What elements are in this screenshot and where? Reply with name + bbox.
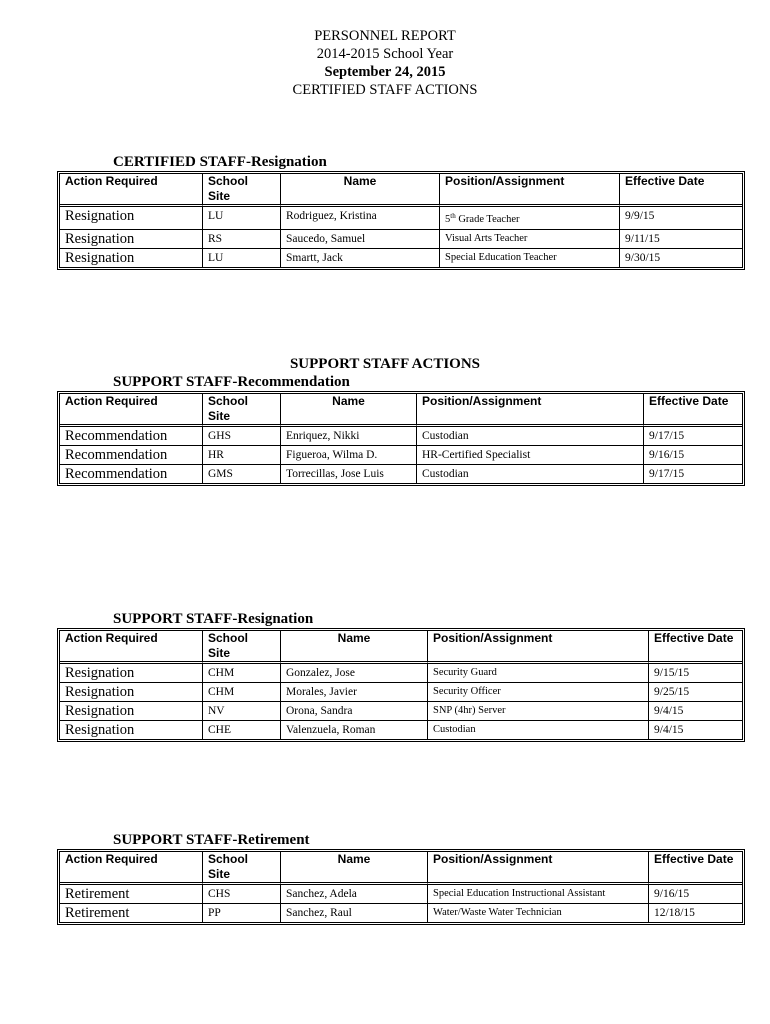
cell-name: Figueroa, Wilma D. [281, 446, 417, 465]
header-action: Action Required [60, 394, 203, 427]
header-site: School Site [203, 394, 281, 427]
cell-date: 9/16/15 [644, 446, 742, 465]
cell-site: HR [203, 446, 281, 465]
table-row [60, 207, 742, 230]
cell-name: Saucedo, Samuel [281, 230, 440, 249]
cell-action: Resignation [60, 230, 203, 249]
cell-date: 9/4/15 [654, 724, 684, 736]
table-row [60, 683, 742, 702]
header-action: Action Required [60, 631, 203, 664]
cell-name: Sanchez, Raul [281, 904, 428, 922]
header-action: Action Required [60, 174, 203, 207]
support-retirement-table [57, 849, 745, 925]
table-row [60, 230, 742, 249]
support-actions-heading: SUPPORT STAFF ACTIONS [289, 356, 481, 372]
table-row [60, 885, 742, 904]
header-name: Name [281, 631, 428, 664]
certified-resignation-table [57, 171, 745, 270]
cell-site: LU [203, 249, 281, 267]
header-effective: Effective Date [644, 394, 742, 427]
cell-name: Enriquez, Nikki [281, 427, 417, 446]
cell-position: Custodian [417, 465, 644, 483]
support-resignation-title: SUPPORT STAFF-Resignation [113, 611, 314, 627]
cell-date: 9/17/15 [649, 468, 685, 480]
cell-date: 9/9/15 [620, 207, 742, 230]
cell-site: NV [203, 702, 281, 721]
cell-position: Security Officer [428, 683, 649, 702]
table-header-row [60, 852, 742, 885]
cell-site: LU [203, 207, 281, 230]
cell-date: 9/16/15 [649, 885, 742, 904]
cell-site: CHS [203, 885, 281, 904]
header-position: Position/Assignment [428, 631, 649, 664]
table-row [60, 702, 742, 721]
cell-name: Gonzalez, Jose [281, 664, 428, 683]
cell-name: Morales, Javier [281, 683, 428, 702]
cell-position: Custodian [417, 427, 644, 446]
cell-position: 5th Grade Teacher [440, 207, 620, 230]
header-site: School Site [203, 852, 281, 885]
header-effective: Effective Date [649, 631, 742, 664]
header-effective: Effective Date [649, 852, 742, 885]
cell-date: 9/15/15 [649, 664, 742, 683]
cell-site: CHM [203, 683, 281, 702]
cell-action: Recommendation [60, 427, 203, 446]
cell-site: GMS [203, 465, 281, 483]
cell-position: Visual Arts Teacher [440, 230, 620, 249]
cell-name: Valenzuela, Roman [281, 721, 428, 739]
report-subtitle: CERTIFIED STAFF ACTIONS [292, 82, 478, 98]
report-date: September 24, 2015 [324, 64, 446, 80]
header-site: School Site [203, 631, 281, 664]
cell-name: Torrecillas, Jose Luis [281, 465, 417, 483]
cell-date: 9/11/15 [620, 230, 742, 249]
header-action: Action Required [60, 852, 203, 885]
header-name: Name [281, 394, 417, 427]
table-row [60, 904, 742, 922]
cell-action: Resignation [60, 207, 203, 230]
table-row [60, 446, 742, 465]
table-header-row [60, 631, 742, 664]
cell-site: PP [203, 904, 281, 922]
support-recommendation-title: SUPPORT STAFF-Recommendation [113, 374, 350, 390]
header-site: School Site [203, 174, 281, 207]
cell-site: GHS [203, 427, 281, 446]
cell-position: SNP (4hr) Server [428, 702, 649, 721]
cell-position: Special Education Teacher [440, 249, 620, 267]
cell-date: 9/25/15 [649, 683, 742, 702]
table-row [60, 721, 742, 739]
cell-action: Resignation [60, 683, 203, 702]
support-retirement-title: SUPPORT STAFF-Retirement [113, 832, 310, 848]
cell-name: Orona, Sandra [281, 702, 428, 721]
header-name: Name [281, 852, 428, 885]
cell-action: Resignation [60, 702, 203, 721]
cell-name: Sanchez, Adela [281, 885, 428, 904]
cell-position: Water/Waste Water Technician [428, 904, 649, 922]
header-position: Position/Assignment [440, 174, 620, 207]
support-recommendation-table [57, 391, 745, 486]
certified-resignation-title: CERTIFIED STAFF-Resignation [113, 154, 327, 170]
table-row [60, 249, 742, 267]
table-row [60, 427, 742, 446]
header-effective: Effective Date [620, 174, 742, 207]
cell-position: Security Guard [428, 664, 649, 683]
header-position: Position/Assignment [428, 852, 649, 885]
cell-site: CHM [203, 664, 281, 683]
cell-date: 9/30/15 [625, 252, 661, 264]
cell-action: Recommendation [60, 446, 203, 465]
cell-action: Resignation [60, 721, 203, 739]
cell-position: Custodian [428, 721, 649, 739]
table-row [60, 465, 742, 483]
cell-site: CHE [203, 721, 281, 739]
cell-name: Smartt, Jack [281, 249, 440, 267]
cell-action: Resignation [60, 249, 203, 267]
cell-name: Rodriguez, Kristina [281, 207, 440, 230]
cell-date: 12/18/15 [654, 907, 695, 919]
cell-position: HR-Certified Specialist [417, 446, 644, 465]
header-position: Position/Assignment [417, 394, 644, 427]
cell-action: Recommendation [60, 465, 203, 483]
table-header-row [60, 394, 742, 427]
report-title: PERSONNEL REPORT [314, 28, 456, 44]
cell-action: Resignation [60, 664, 203, 683]
cell-site: RS [203, 230, 281, 249]
support-resignation-table [57, 628, 745, 742]
school-year: 2014-2015 School Year [316, 46, 454, 62]
cell-date: 9/17/15 [644, 427, 742, 446]
table-header-row [60, 174, 742, 207]
cell-action: Retirement [60, 885, 203, 904]
table-row [60, 664, 742, 683]
cell-date: 9/4/15 [649, 702, 742, 721]
cell-action: Retirement [60, 904, 203, 922]
header-name: Name [281, 174, 440, 207]
cell-position: Special Education Instructional Assistant [428, 885, 649, 904]
